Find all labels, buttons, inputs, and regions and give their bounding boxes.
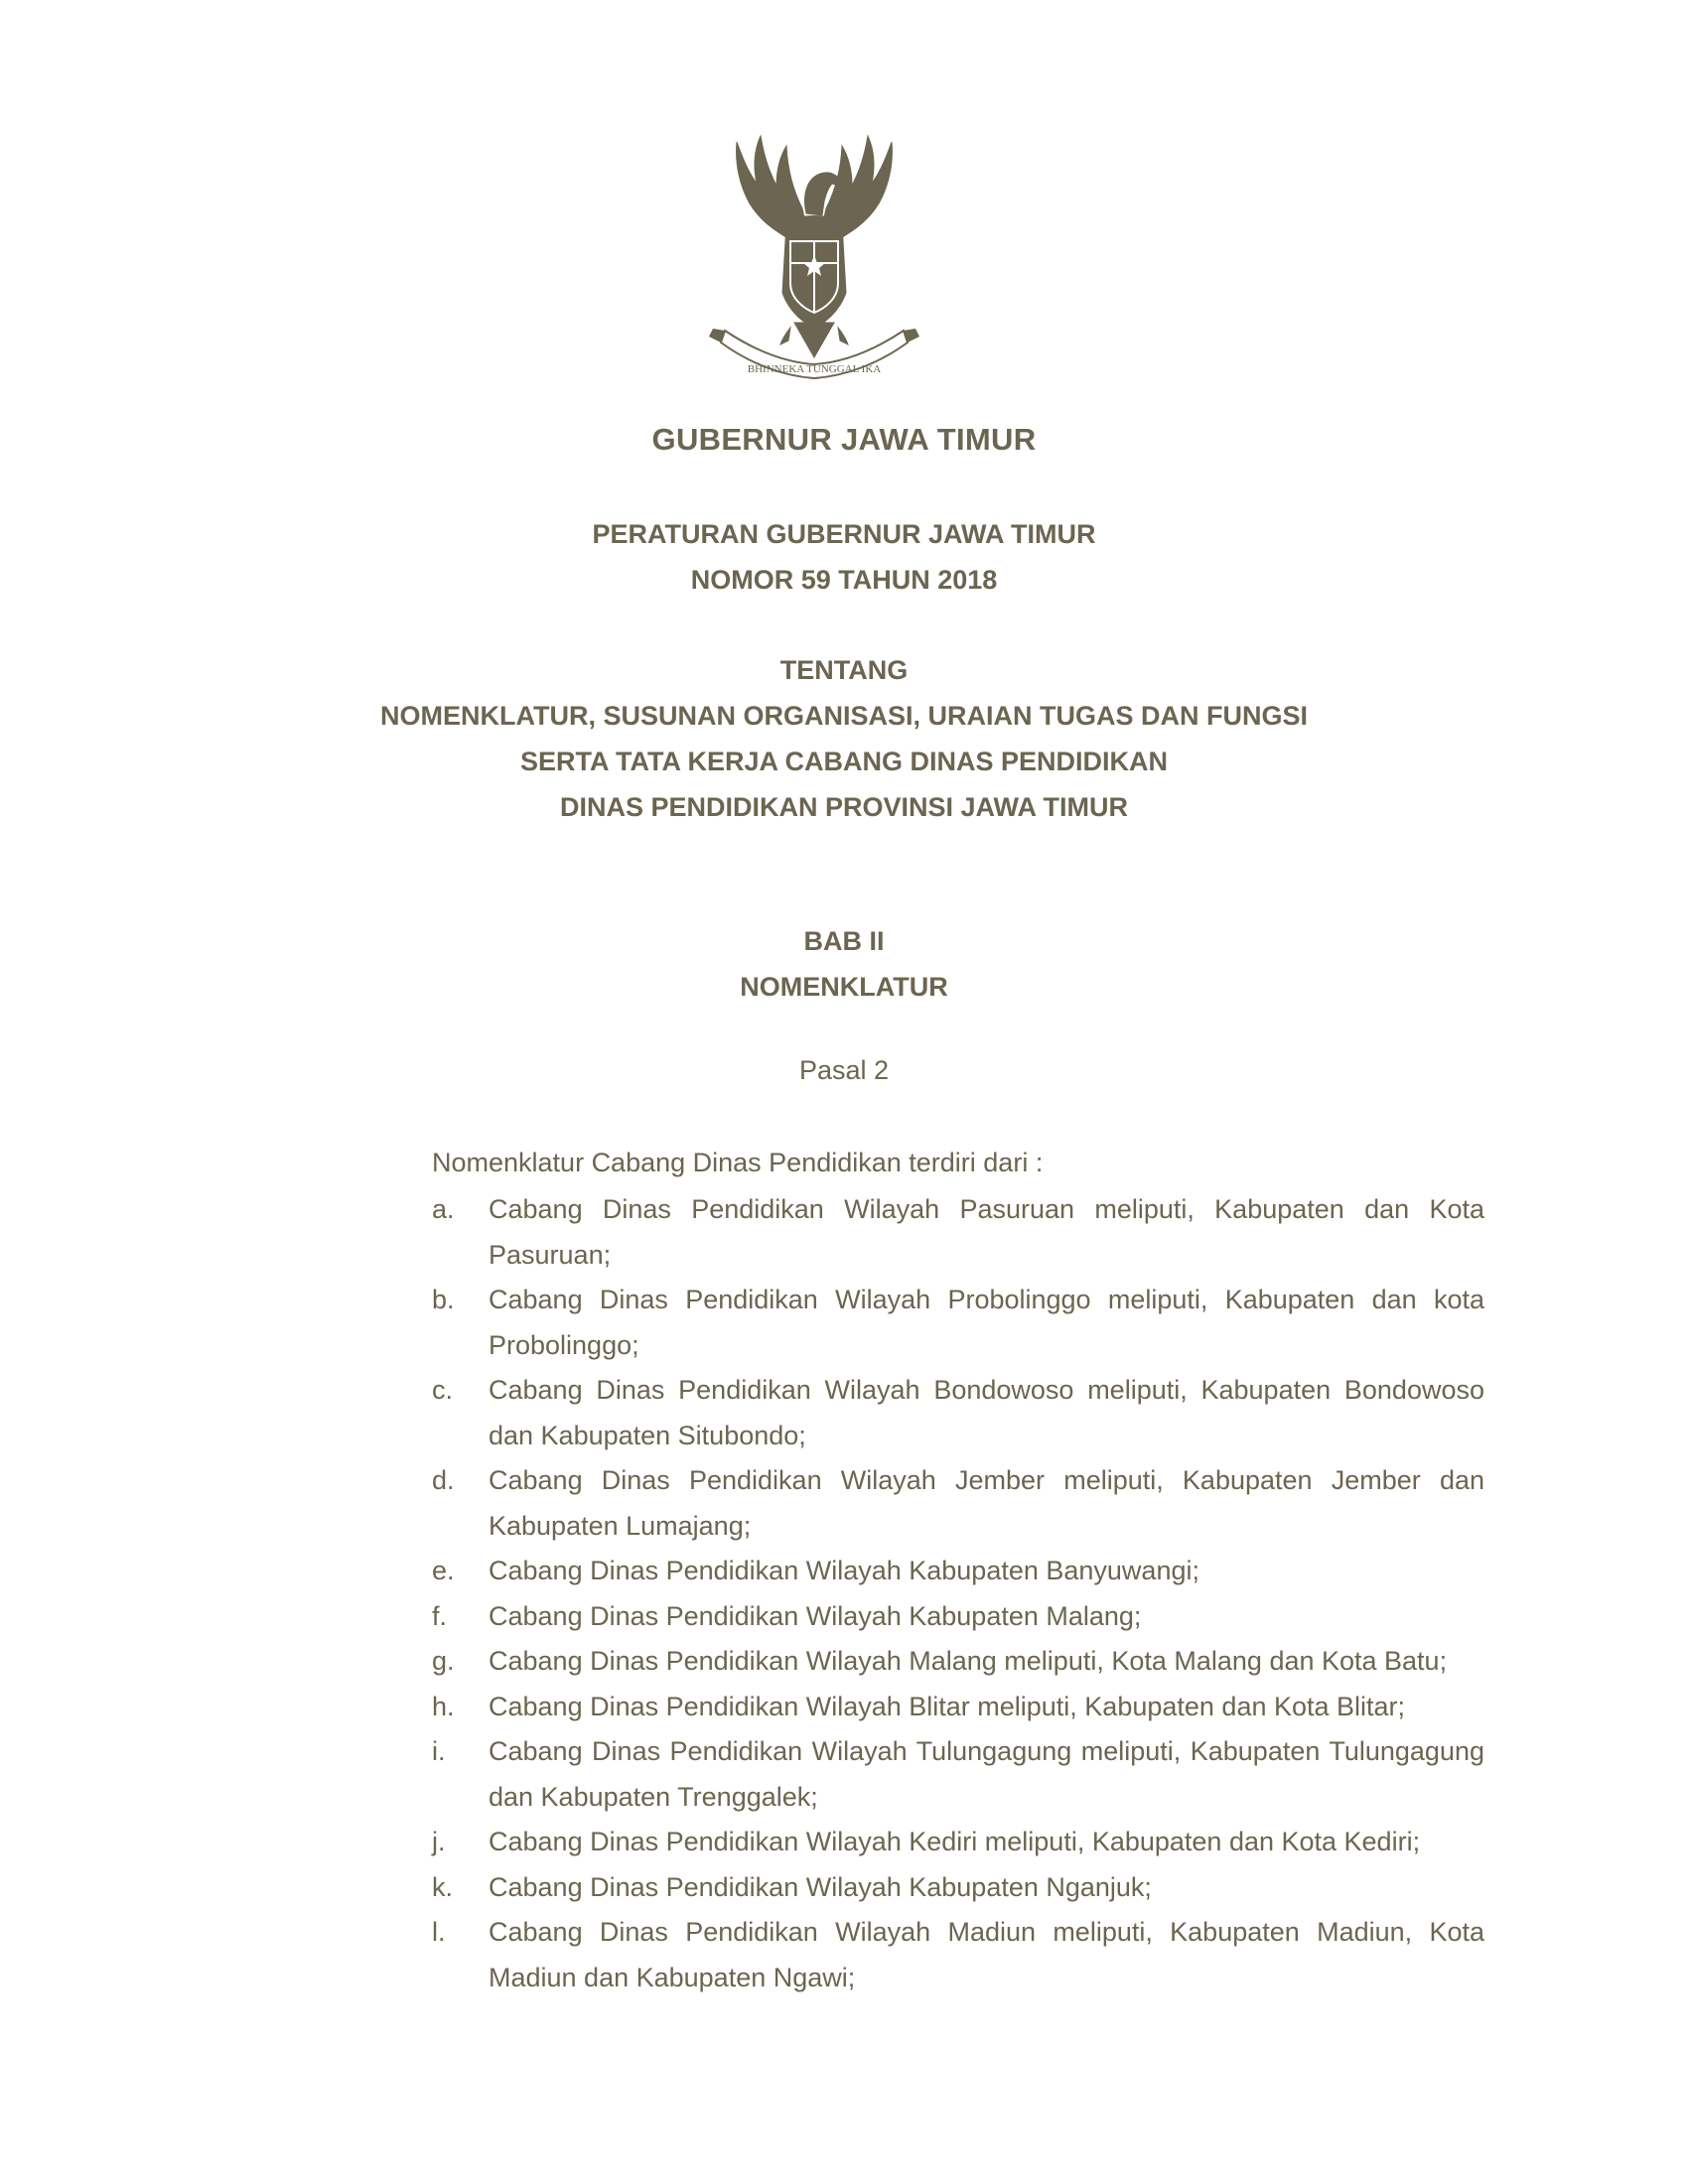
list-item	[432, 1458, 1484, 1549]
item-letter: b.	[432, 1285, 455, 1314]
regulation-name: PERATURAN GUBERNUR JAWA TIMUR	[592, 519, 1096, 549]
item-letter: e.	[432, 1556, 455, 1585]
eagle-tail	[794, 323, 834, 357]
item-text: Cabang Dinas Pendidikan Wilayah Tulungagung meliputi, Kabupaten Tulungagung dan Kabupaten Trenggalek;	[489, 1736, 1484, 1812]
item-text: Cabang Dinas Pendidikan Wilayah Madiun meliputi, Kabupaten Madiun, Kota Madiun dan Kabupaten Ngawi;	[489, 1917, 1484, 1992]
item-letter: d.	[432, 1465, 455, 1495]
regulation-number: NOMOR 59 TAHUN 2018	[690, 565, 998, 595]
list-item	[432, 1187, 1484, 1278]
subject-line: SERTA TATA KERJA CABANG DINAS PENDIDIKAN	[519, 747, 1168, 776]
item-text: Cabang Dinas Pendidikan Wilayah Kediri meliputi, Kabupaten dan Kota Kediri;	[489, 1827, 1421, 1856]
list-item	[432, 1639, 1484, 1685]
item-letter: f.	[432, 1600, 448, 1631]
chapter-title: NOMENKLATUR	[740, 972, 948, 1002]
list-item	[432, 1278, 1484, 1368]
item-text: Cabang Dinas Pendidikan Wilayah Pasuruan meliputi, Kabupaten dan Kota Pasuruan;	[489, 1194, 1484, 1270]
nomenclature-list	[432, 1187, 1484, 2000]
item-text: Cabang Dinas Pendidikan Wilayah Kabupaten Nganjuk;	[489, 1871, 1152, 1902]
item-letter: i.	[432, 1736, 446, 1766]
article-title: Pasal 2	[798, 1055, 890, 1085]
list-item	[432, 1685, 1484, 1730]
subject-label: TENTANG	[779, 655, 909, 685]
chapter-number: BAB II	[803, 926, 885, 956]
list-item	[432, 1865, 1484, 1911]
subject-line: DINAS PENDIDIKAN PROVINSI JAWA TIMUR	[559, 792, 1129, 822]
item-letter: k.	[432, 1871, 454, 1902]
list-item	[432, 1820, 1484, 1865]
item-letter: h.	[432, 1691, 455, 1721]
item-letter: l.	[432, 1917, 446, 1947]
item-letter: g.	[432, 1646, 455, 1676]
item-text: Cabang Dinas Pendidikan Wilayah Malang meliputi, Kota Malang dan Kota Batu;	[489, 1646, 1448, 1676]
list-item	[432, 1368, 1484, 1458]
list-item	[432, 1549, 1484, 1594]
item-letter: a.	[432, 1194, 455, 1224]
regulation-heading	[0, 511, 1688, 603]
item-text: Cabang Dinas Pendidikan Wilayah Kabupaten Banyuwangi;	[489, 1556, 1199, 1585]
article-intro: Nomenklatur Cabang Dinas Pendidikan terdiri dari :	[432, 1148, 1044, 1177]
item-text: Cabang Dinas Pendidikan Wilayah Jember meliputi, Kabupaten Jember dan Kabupaten Lumajang;	[489, 1465, 1484, 1541]
list-item	[432, 1910, 1484, 2000]
item-text: Cabang Dinas Pendidikan Wilayah Bondowoso meliputi, Kabupaten Bondowoso dan Kabupaten Situbondo;	[489, 1375, 1484, 1450]
item-text: Cabang Dinas Pendidikan Wilayah Kabupaten Malang;	[489, 1600, 1142, 1631]
item-letter: c.	[432, 1375, 454, 1405]
garuda-emblem	[695, 134, 933, 382]
motto-text: BHINNEKA TUNGGAL IKA	[747, 363, 882, 375]
shield	[790, 241, 838, 313]
subject-line: NOMENKLATUR, SUSUNAN ORGANISASI, URAIAN TUGAS DAN FUNGSI	[379, 701, 1308, 731]
item-text: Cabang Dinas Pendidikan Wilayah Probolinggo meliputi, Kabupaten dan kota Probolinggo;	[489, 1285, 1484, 1360]
regulation-subject	[0, 647, 1688, 830]
governor-title: GUBERNUR JAWA TIMUR	[651, 422, 1037, 457]
item-text: Cabang Dinas Pendidikan Wilayah Blitar meliputi, Kabupaten dan Kota Blitar;	[489, 1691, 1406, 1721]
list-item	[432, 1594, 1484, 1640]
item-letter: j.	[432, 1827, 446, 1856]
chapter-heading	[0, 918, 1688, 1010]
list-item	[432, 1729, 1484, 1820]
